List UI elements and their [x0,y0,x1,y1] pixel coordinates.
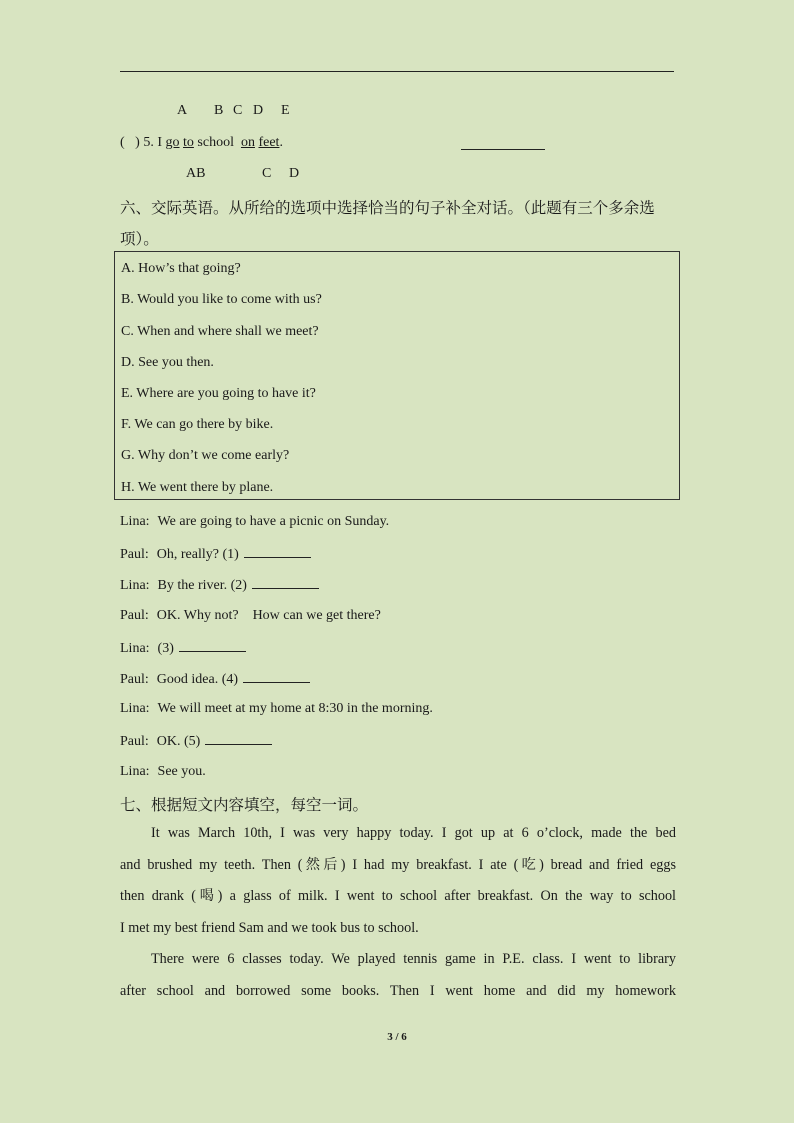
q5-letter-d: D [253,103,264,118]
dialogue-speaker: Lina: [120,514,150,529]
header-rule [120,71,674,72]
passage-line: after school and borrowed some books. Then I went home and did my homework [120,982,676,999]
answer-blank[interactable] [179,639,246,652]
passage-line: There were 6 classes today. We played tennis game in P.E. class. I went to library [151,951,676,967]
q5-answer-blank[interactable] [461,149,545,150]
dialogue-line [120,670,310,688]
dialogue-text: (3) [157,640,174,656]
passage-paragraph-1 [120,818,676,944]
passage-line: It was March 10th, I was very happy today. I got up at 6 o’clock, made the bed [151,825,676,841]
q5-word-go: go [165,135,180,150]
section6-title-line1: 六、交际英语。从所给的选项中选择恰当的句子补全对话。（此题有三个多余选 [120,199,655,217]
dialogue-line [120,639,246,657]
answer-blank[interactable] [243,670,310,683]
dialogue-speaker: Paul: [120,547,149,563]
q5-word-school: school [197,135,234,150]
q5-paren-open: ( [120,135,125,150]
dialogue-text: Good idea. (4) [156,672,239,687]
answer-blank[interactable] [252,576,319,589]
q5-letter-a: A [177,103,188,118]
option-h: H. We went there by plane. [121,480,274,495]
dialogue-text: OK. (5) [156,734,201,750]
section6-title-line2: 项）。 [120,230,159,248]
question-5 [120,135,283,151]
dialogue-speaker: Lina: [120,578,150,594]
dialogue-speaker: Paul: [120,672,149,687]
passage-line: and brushed my teeth. Then (然后) I had my breakfast. I ate (吃) bread and fried eggs [120,856,676,873]
option-b: B. Would you like to come with us? [121,292,322,307]
dialogue-speaker: Lina: [120,763,150,779]
dialogue-line [120,576,319,594]
dialogue-text: OK. Why not? How can we get there? [156,607,381,623]
dialogue-line [120,514,389,530]
q5-letter-e: E [281,103,290,118]
options-box [114,251,680,500]
dialogue-speaker: Lina: [120,701,150,717]
dialogue-line [120,764,206,780]
q5-letter-c2: C [262,166,272,181]
dialogue-text: We will meet at my home at 8:30 in the morning. [157,701,433,717]
dialogue-speaker: Paul: [120,734,149,750]
dialogue-line [120,732,272,750]
dialogue-text: By the river. (2) [157,578,247,594]
passage-paragraph-2 [120,944,676,1007]
passage-line: then drank (喝) a glass of milk. I went to school after breakfast. On the way to school [120,888,676,905]
option-a: A. How’s that going? [121,261,241,276]
answer-blank[interactable] [205,732,272,745]
q5-letter-d2: D [289,166,300,181]
q5-letter-b: B [214,103,224,118]
q5-letter-ab: AB [186,166,206,181]
q5-word-i: I [157,135,163,150]
q5-letter-c: C [233,103,243,118]
page-number: 3 / 6 [387,1031,407,1043]
q5-number: 5. [143,135,154,150]
section7-title: 七、根据短文内容填空，每空一词。 [120,796,369,814]
dialogue-text: Oh, really? (1) [156,547,239,563]
answer-blank[interactable] [244,545,311,558]
dialogue-text: We are going to have a picnic on Sunday. [157,514,390,529]
dialogue-speaker: Paul: [120,607,149,623]
passage-line: I met my best friend Sam and we took bus to school. [120,919,419,936]
dialogue-line [120,701,433,717]
dialogue-text: See you. [157,763,206,779]
option-d: D. See you then. [121,355,214,370]
option-f: F. We can go there by bike. [121,417,274,432]
option-c: C. When and where shall we meet? [121,324,319,339]
q5-word-to: to [183,135,194,150]
option-g: G. Why don’t we come early? [121,448,290,463]
dialogue-speaker: Lina: [120,640,150,656]
q5-word-period: . [279,135,283,150]
q5-word-on: on [240,135,255,150]
option-e: E. Where are you going to have it? [121,386,316,401]
dialogue-line [120,608,381,624]
q5-word-feet: feet [258,135,280,150]
q5-paren-close: ) [135,135,140,150]
dialogue-line [120,545,311,563]
